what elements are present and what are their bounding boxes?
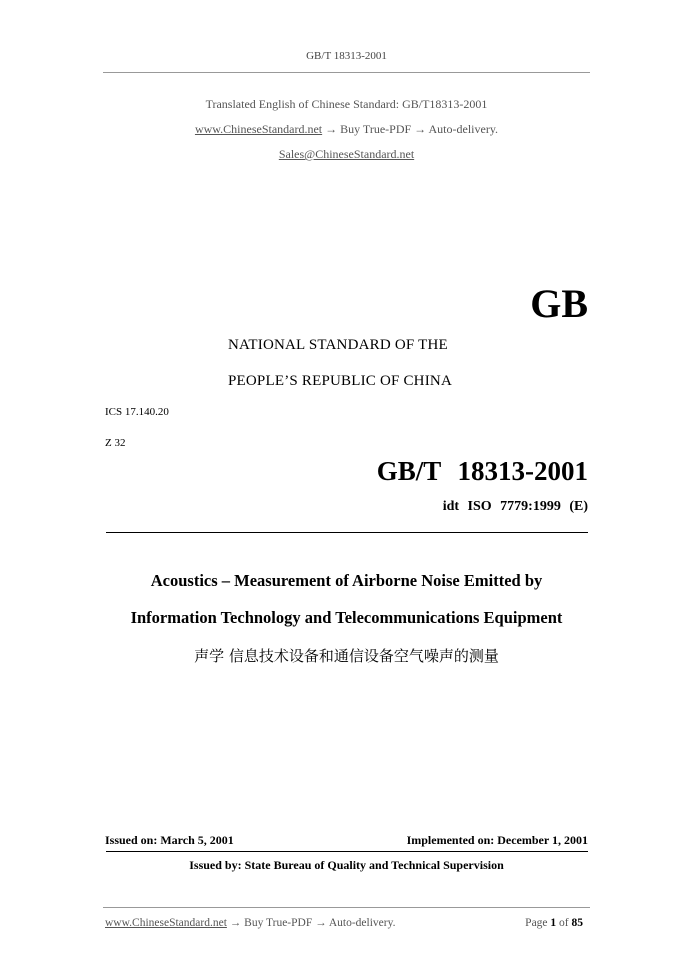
page-of: of [559, 917, 569, 929]
page-number [525, 917, 583, 929]
running-header: GB/T 18313-2001 [306, 50, 387, 62]
buy-note: → Buy True-PDF → Auto-delivery. [322, 122, 499, 136]
title-cn: 声学 信息技术设备和通信设备空气噪声的测量 [194, 647, 499, 665]
site-link[interactable]: www.ChineseStandard.net [194, 122, 323, 136]
national-standard-line1: NATIONAL STANDARD OF THE [228, 337, 448, 353]
footer-note [105, 917, 395, 929]
issued-by: Issued by: State Bureau of Quality and Technical Supervision [189, 858, 504, 872]
implemented-on: Implemented on: December 1, 2001 [406, 833, 588, 847]
title-en-line2: Information Technology and Telecommunications Equipment [130, 608, 563, 627]
gb-mark: GB [530, 281, 588, 326]
sales-email-link[interactable]: Sales@ChineseStandard.net [278, 147, 415, 161]
header-divider [103, 72, 590, 73]
page-current: 1 [550, 917, 557, 929]
ccs-code: Z 32 [105, 437, 126, 449]
footer-divider [103, 907, 590, 908]
sales-email-line [0, 147, 693, 162]
translation-note-line1: Translated English of Chinese Standard: GB/T18313-2001 [205, 97, 488, 111]
footer-buy-note: → Buy True-PDF → Auto-delivery. [226, 917, 396, 929]
title-en-line1: Acoustics – Measurement of Airborne Noise Emitted by [150, 571, 543, 590]
issued-on: Issued on: March 5, 2001 [105, 833, 234, 847]
translation-note-line2 [0, 122, 693, 137]
issue-divider [106, 851, 588, 852]
ics-code: ICS 17.140.20 [105, 406, 169, 418]
page-label: Page [525, 917, 548, 929]
idt-reference: idt ISO 7779:1999 (E) [442, 499, 588, 514]
page-total: 85 [571, 917, 583, 929]
standard-number: GB/T 18313-2001 [376, 456, 588, 486]
title-divider [106, 532, 588, 533]
national-standard-line2: PEOPLE’S REPUBLIC OF CHINA [228, 373, 452, 389]
footer-site-link[interactable]: www.ChineseStandard.net [105, 917, 227, 929]
